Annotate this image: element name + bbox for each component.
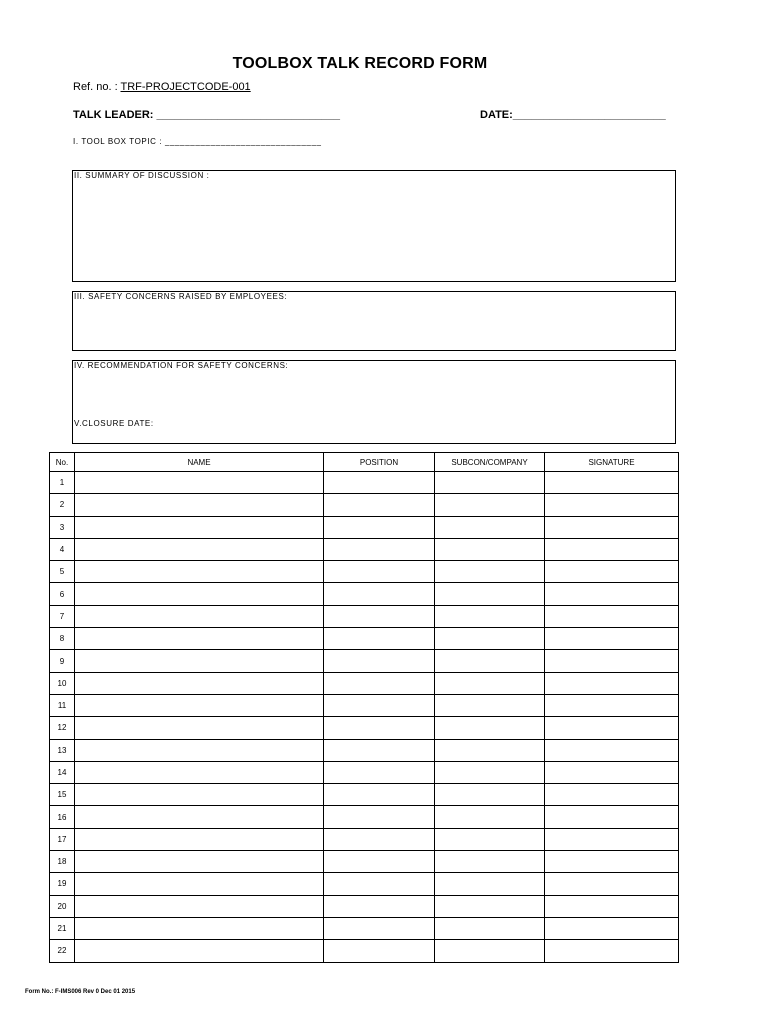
position-cell[interactable]: [324, 650, 435, 672]
name-cell[interactable]: [75, 806, 324, 828]
position-cell[interactable]: [324, 605, 435, 627]
name-cell[interactable]: [75, 717, 324, 739]
signature-cell[interactable]: [545, 494, 679, 516]
toolbox-topic-field: I. TOOL BOX TOPIC : _______________________________: [73, 137, 322, 146]
subcon-company-cell[interactable]: [435, 873, 545, 895]
subcon-company-cell[interactable]: [435, 650, 545, 672]
position-cell[interactable]: [324, 873, 435, 895]
name-cell[interactable]: [75, 561, 324, 583]
row-number: 11: [50, 694, 75, 716]
subcon-company-cell[interactable]: [435, 516, 545, 538]
subcon-company-cell[interactable]: [435, 561, 545, 583]
row-number: 2: [50, 494, 75, 516]
row-number: 6: [50, 583, 75, 605]
subcon-company-cell[interactable]: [435, 895, 545, 917]
name-cell[interactable]: [75, 739, 324, 761]
safety-concerns-box: [72, 291, 676, 351]
form-number-footer: Form No.: F-IMS006 Rev 0 Dec 01 2015: [25, 989, 136, 995]
subcon-company-cell[interactable]: [435, 717, 545, 739]
row-number: 18: [50, 851, 75, 873]
signature-cell[interactable]: [545, 761, 679, 783]
row-number: 3: [50, 516, 75, 538]
name-cell[interactable]: [75, 694, 324, 716]
table-row: [50, 694, 679, 716]
row-number: 17: [50, 828, 75, 850]
position-cell[interactable]: [324, 940, 435, 962]
subcon-company-cell[interactable]: [435, 538, 545, 560]
table-row: [50, 583, 679, 605]
signature-cell[interactable]: [545, 605, 679, 627]
recommendation-label: IV. RECOMMENDATION FOR SAFETY CONCERNS:: [74, 361, 289, 370]
row-number: 7: [50, 605, 75, 627]
reference-number: [73, 81, 251, 93]
table-row: [50, 784, 679, 806]
row-number: 10: [50, 672, 75, 694]
position-cell[interactable]: [324, 895, 435, 917]
subcon-company-cell[interactable]: [435, 784, 545, 806]
signature-cell[interactable]: [545, 628, 679, 650]
table-row: [50, 672, 679, 694]
signature-cell[interactable]: [545, 917, 679, 939]
row-number: 22: [50, 940, 75, 962]
header-no: No.: [50, 453, 75, 472]
position-cell[interactable]: [324, 561, 435, 583]
row-number: 21: [50, 917, 75, 939]
subcon-company-cell[interactable]: [435, 851, 545, 873]
table-row: [50, 538, 679, 560]
name-cell[interactable]: [75, 828, 324, 850]
signature-cell[interactable]: [545, 851, 679, 873]
form-title: TOOLBOX TALK RECORD FORM: [232, 55, 488, 72]
name-cell[interactable]: [75, 851, 324, 873]
ref-value: TRF-PROJECTCODE-001: [120, 81, 251, 93]
subcon-company-cell[interactable]: [435, 917, 545, 939]
signature-cell[interactable]: [545, 672, 679, 694]
table-row: [50, 717, 679, 739]
subcon-company-cell[interactable]: [435, 583, 545, 605]
table-row: [50, 940, 679, 962]
signature-cell[interactable]: [545, 583, 679, 605]
table-row: [50, 516, 679, 538]
position-cell[interactable]: [324, 672, 435, 694]
name-cell[interactable]: [75, 873, 324, 895]
signature-cell[interactable]: [545, 650, 679, 672]
table-header-row: [50, 453, 679, 472]
name-cell[interactable]: [75, 784, 324, 806]
name-cell[interactable]: [75, 895, 324, 917]
header-position: POSITION: [324, 453, 435, 472]
name-cell[interactable]: [75, 628, 324, 650]
table-row: [50, 739, 679, 761]
table-row: [50, 828, 679, 850]
signature-cell[interactable]: [545, 472, 679, 494]
signature-cell[interactable]: [545, 516, 679, 538]
name-cell[interactable]: [75, 583, 324, 605]
subcon-company-cell[interactable]: [435, 940, 545, 962]
position-cell[interactable]: [324, 806, 435, 828]
table-row: [50, 494, 679, 516]
signature-cell[interactable]: [545, 694, 679, 716]
row-number: 12: [50, 717, 75, 739]
name-cell[interactable]: [75, 940, 324, 962]
position-cell[interactable]: [324, 516, 435, 538]
table-row: [50, 761, 679, 783]
position-cell[interactable]: [324, 917, 435, 939]
subcon-company-cell[interactable]: [435, 494, 545, 516]
position-cell[interactable]: [324, 694, 435, 716]
position-cell[interactable]: [324, 472, 435, 494]
signature-cell[interactable]: [545, 717, 679, 739]
position-cell[interactable]: [324, 538, 435, 560]
row-number: 19: [50, 873, 75, 895]
name-cell[interactable]: [75, 761, 324, 783]
summary-label: II. SUMMARY OF DISCUSSION :: [74, 171, 210, 180]
date-field: DATE:_________________________: [480, 109, 666, 121]
table-row: [50, 895, 679, 917]
header-signature: SIGNATURE: [545, 453, 679, 472]
position-cell[interactable]: [324, 583, 435, 605]
attendance-table: [49, 452, 679, 963]
closure-date-label: V.CLOSURE DATE:: [74, 419, 154, 428]
row-number: 14: [50, 761, 75, 783]
position-cell[interactable]: [324, 851, 435, 873]
position-cell[interactable]: [324, 717, 435, 739]
position-cell[interactable]: [324, 828, 435, 850]
position-cell[interactable]: [324, 494, 435, 516]
row-number: 1: [50, 472, 75, 494]
name-cell[interactable]: [75, 672, 324, 694]
subcon-company-cell[interactable]: [435, 739, 545, 761]
name-cell[interactable]: [75, 516, 324, 538]
subcon-company-cell[interactable]: [435, 806, 545, 828]
name-cell[interactable]: [75, 538, 324, 560]
subcon-company-cell[interactable]: [435, 828, 545, 850]
signature-cell[interactable]: [545, 739, 679, 761]
row-number: 9: [50, 650, 75, 672]
position-cell[interactable]: [324, 784, 435, 806]
row-number: 20: [50, 895, 75, 917]
subcon-company-cell[interactable]: [435, 672, 545, 694]
table-row: [50, 806, 679, 828]
signature-cell[interactable]: [545, 538, 679, 560]
ref-label: Ref. no. :: [73, 81, 118, 93]
subcon-company-cell[interactable]: [435, 761, 545, 783]
talk-leader-field: TALK LEADER: ______________________________: [73, 109, 341, 121]
table-row: [50, 605, 679, 627]
name-cell[interactable]: [75, 650, 324, 672]
row-number: 13: [50, 739, 75, 761]
table-row: [50, 472, 679, 494]
subcon-company-cell[interactable]: [435, 694, 545, 716]
position-cell[interactable]: [324, 628, 435, 650]
name-cell[interactable]: [75, 605, 324, 627]
table-row: [50, 561, 679, 583]
row-number: 15: [50, 784, 75, 806]
signature-cell[interactable]: [545, 784, 679, 806]
position-cell[interactable]: [324, 761, 435, 783]
table-row: [50, 851, 679, 873]
safety-concerns-label: III. SAFETY CONCERNS RAISED BY EMPLOYEES:: [74, 292, 288, 301]
name-cell[interactable]: [75, 472, 324, 494]
table-row: [50, 917, 679, 939]
signature-cell[interactable]: [545, 561, 679, 583]
row-number: 4: [50, 538, 75, 560]
row-number: 8: [50, 628, 75, 650]
position-cell[interactable]: [324, 739, 435, 761]
signature-cell[interactable]: [545, 806, 679, 828]
signature-cell[interactable]: [545, 873, 679, 895]
header-name: NAME: [75, 453, 324, 472]
name-cell[interactable]: [75, 917, 324, 939]
header-subcon-company: SUBCON/COMPANY: [435, 453, 545, 472]
subcon-company-cell[interactable]: [435, 472, 545, 494]
subcon-company-cell[interactable]: [435, 605, 545, 627]
signature-cell[interactable]: [545, 828, 679, 850]
signature-cell[interactable]: [545, 895, 679, 917]
recommendation-box: [72, 360, 676, 444]
name-cell[interactable]: [75, 494, 324, 516]
table-row: [50, 650, 679, 672]
signature-cell[interactable]: [545, 940, 679, 962]
summary-of-discussion-box: [72, 170, 676, 282]
table-row: [50, 873, 679, 895]
row-number: 16: [50, 806, 75, 828]
subcon-company-cell[interactable]: [435, 628, 545, 650]
row-number: 5: [50, 561, 75, 583]
table-row: [50, 628, 679, 650]
